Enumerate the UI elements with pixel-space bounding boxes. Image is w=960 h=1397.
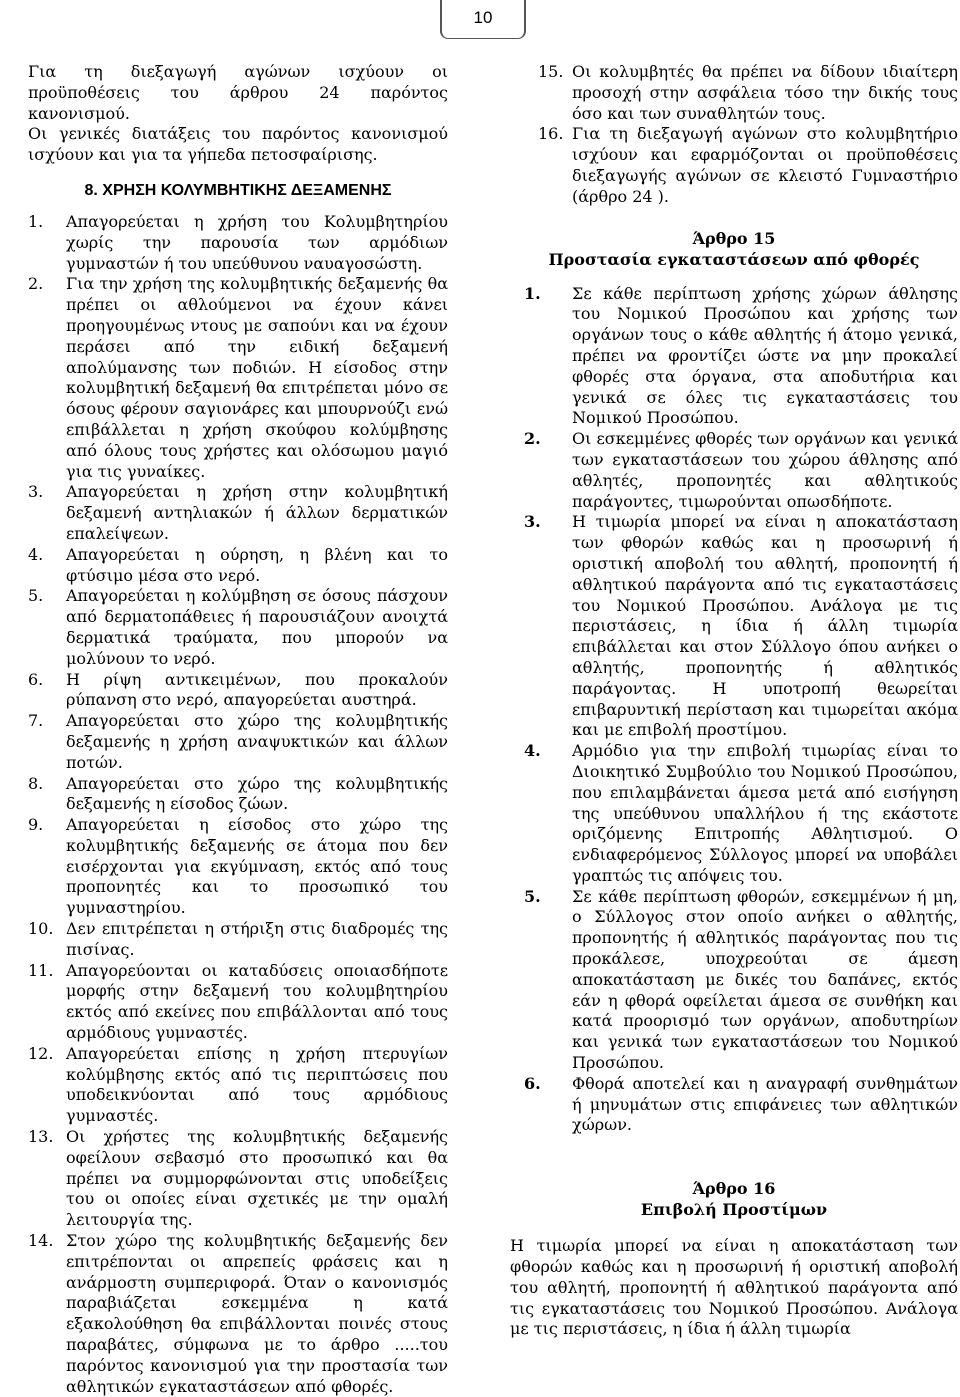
item-text: Στον χώρο της κολυμβητικής δεξαμενής δεν επιτρέπονται οι απρεπείς φράσεις και η ανάρμοστη συμπεριφορά. Όταν ο κανονισμός παραβιάζεται εσκεμμένα η κατά εξακολούθηση θα επιβάλλονται ποινές στους παραβάτες, σύμφωνα με το άρθρο .....του παρόντος κανονισμού για την προστασία των αθλητικών εγκαταστάσεων από φθορές.: [66, 1231, 448, 1396]
article-15-list: [510, 284, 958, 1137]
item-text: Απαγορεύεται η κολύμβηση σε όσους πάσχουν από δερματοπάθειες ή παρουσιάζουν ανοιχτά δερματικά τραύματα, που μπορούν να μολύνουν το νερό.: [66, 586, 448, 668]
article-15-heading: [510, 228, 958, 270]
article-16-paragraph: Η τιμωρία μπορεί να είναι η αποκατάσταση των φθορών καθώς και η προσωρινή ή οριστική αποβολή του αθλητή, προπονητή ή αθλητικού παράγοντα από τις εγκαταστάσεις του Νομικού Προσώπου. Ανάλογα με τις περιστάσεις, η ίδια ή άλλη τιμωρία: [510, 1236, 958, 1339]
item-number: 3.: [524, 512, 541, 532]
item-number: 14.: [28, 1231, 54, 1251]
article-title: Άρθρο 16: [692, 1179, 776, 1199]
item-text: Σε κάθε περίπτωση φθορών, εσκεμμένων ή μη, ο Σύλλογος στον οποίο ανήκει ο αθλητής, προπονητής ή αθλητικός παράγοντας που τις προκάλεσε, υποχρεούται σε άμεση αποκατάσταση με δικές του δαπάνες, εκτός εάν η φθορά οφείλεται άμεσα σε συνθήκη και κατά προορισμό των οργάνων, αποδυτηρίων και γενικά των εγκαταστάσεων του Νομικού Προσώπου.: [572, 886, 958, 1073]
item-text: Οι χρήστες της κολυμβητικής δεξαμενής οφείλουν σεβασμό στο προσωπικό και θα πρέπει να συμμορφώνονται στις υποδείξεις του οι οποίες είναι σχετικές με την ομαλή λειτουργία της.: [66, 1127, 448, 1230]
list-item: [28, 586, 448, 669]
right-column: [510, 62, 958, 1340]
item-text: Απαγορεύεται η ούρηση, η βλένη και το φτύσιμο μέσα στο νερό.: [66, 544, 448, 585]
item-number: 4.: [28, 544, 44, 564]
article-16-heading: [510, 1178, 958, 1220]
item-number: 16.: [538, 124, 564, 144]
list-item: [510, 284, 958, 430]
list-item: [28, 961, 448, 1044]
pool-rules-list-continued: [510, 62, 958, 208]
item-text: Απαγορεύεται στο χώρο της κολυμβητικής δεξαμενής η χρήση αναψυκτικών και άλλων ποτών.: [66, 711, 448, 772]
item-text: Η ρίψη αντικειμένων, που προκαλούν ρύπανση στο νερό, απαγορεύεται αυστηρά.: [66, 669, 448, 710]
item-number: 13.: [28, 1127, 54, 1147]
list-item: [28, 1044, 448, 1127]
list-item: [510, 1074, 958, 1136]
item-number: 9.: [28, 815, 44, 835]
list-item: [510, 62, 958, 124]
item-number: 15.: [538, 62, 564, 81]
item-number: 1.: [524, 283, 541, 303]
item-number: 5.: [524, 886, 541, 906]
list-item: [28, 711, 448, 773]
list-item: [28, 1231, 448, 1397]
item-text: Αρμόδιο για την επιβολή τιμωρίας είναι το Διοικητικό Συμβούλιο του Νομικού Προσώπου, που επιλαμβάνεται άμεσα μετά από εισήγηση της υπεύθυνου υπαλλήλου ή της εκάστοτε οριζόμενης Επιτροπής Αθλητισμού. Ο ενδιαφερόμενος Σύλλογος μπορεί να υποβάλει γραπτώς τις απόψεις του.: [572, 741, 958, 885]
item-text: Σε κάθε περίπτωση χρήσης χώρων άθλησης του Νομικού Προσώπου και χρήσης των οργάνων τους ο κάθε αθλητής ή άτομο γενικά, πρέπει να φροντίζει ώστε να μην προκαλεί φθορές στα όργανα, στα αποδυτήρια και γενικά σε όλες τις εγκαταστάσεις του Νομικού Προσώπου.: [572, 283, 958, 428]
item-text: Οι κολυμβητές θα πρέπει να δίδουν ιδιαίτερη προσοχή στην ασφάλεια τόσο την δικής τους όσο και των συναθλητών τους.: [572, 62, 958, 123]
intro: [28, 62, 448, 166]
list-item: [28, 774, 448, 816]
intro-paragraph: Οι γενικές διατάξεις του παρόντος κανονισμού ισχύουν και για τα γήπεδα πετοσφαίρισης.: [28, 124, 448, 165]
item-number: 1.: [28, 211, 44, 231]
item-text: Απαγορεύεται η χρήση στην κολυμβητική δεξαμενή αντηλιακών ή άλλων δερματικών επαλείψεων.: [66, 482, 448, 543]
list-item: [510, 741, 958, 887]
item-text: Απαγορεύεται επίσης η χρήση πτερυγίων κολύμβησης εκτός από τις περιπτώσεις που υποδεικνύονται από τους αρμόδιους γυμναστές.: [66, 1043, 448, 1126]
item-text: Για την χρήση της κολυμβητικής δεξαμενής θα πρέπει οι αθλούμενοι να έχουν κάνει προηγουμένως ντους με σαπούνι και να έχουν περάσει από την ειδική δεξαμενή απολύμανσης των ποδιών. Η είσοδος στην κολυμβητική δεξαμενή θα επιτρέπεται μόνο σε όσους φέρουν σαγιονάρες και μπουρνούζι ενώ επιβάλλεται η χρήση σκούφου κολύμβησης από όλους τους χρήστες και ολόσωμου μαγιό για τις γυναίκες.: [66, 274, 448, 481]
item-text: Απαγορεύεται η είσοδος στο χώρο της κολυμβητικής δεξαμενής σε άτομα που δεν εισέρχονται για εκγύμναση, εκτός από τους προπονητές και το προσωπικό του γυμναστηρίου.: [66, 815, 448, 918]
item-text: Απαγορεύεται η χρήση του Κολυμβητηρίου χωρίς την παρουσία των αρμόδιων γυμναστών ή του υπεύθυνου ναυαγοσώστη.: [66, 211, 448, 273]
item-number: 5.: [28, 586, 44, 606]
list-item: [510, 124, 958, 207]
item-number: 4.: [524, 741, 541, 761]
article-subtitle: Προστασία εγκαταστάσεων από φθορές: [548, 249, 920, 269]
page-number: 10: [440, 0, 526, 39]
item-text: Οι εσκεμμένες φθορές των οργάνων και γενικά των εγκαταστάσεων του χώρου άθλησης από αθλητές, προπονητές και αθλητικούς παράγοντες, τιμωρούνται οπωσδήποτε.: [572, 429, 958, 511]
item-number: 2.: [28, 274, 44, 294]
item-number: 6.: [524, 1073, 541, 1093]
item-number: 11.: [28, 960, 54, 980]
article-title: Άρθρο 15: [692, 228, 776, 248]
item-number: 10.: [28, 919, 54, 939]
list-item: [510, 887, 958, 1074]
list-item: [28, 1127, 448, 1231]
item-text: Δεν επιτρέπεται η στήριξη στις διαδρομές της πισίνας.: [66, 919, 448, 959]
item-text: Φθορά αποτελεί και η αναγραφή συνθημάτων ή μηνυμάτων στις επιφάνειες των αθλητικών χώρων.: [572, 1073, 958, 1135]
item-text: Απαγορεύεται στο χώρο της κολυμβητικής δεξαμενής η είσοδος ζώων.: [66, 773, 448, 814]
item-text: Απαγορεύονται οι καταδύσεις οποιασδήποτε μορφής στην δεξαμενή του κολυμβητηρίου εκτός από εκείνες που επιβάλλονται από τους αρμόδιους γυμναστές.: [66, 960, 448, 1043]
left-column: [28, 62, 448, 1397]
item-number: 6.: [28, 669, 44, 689]
list-item: [28, 274, 448, 482]
item-text: Για τη διεξαγωγή αγώνων στο κολυμβητήριο ισχύουν και εφαρμόζονται οι προϋποθέσεις διεξαγωγής αγώνων σε κλειστό Γυμναστήριο (άρθρο 24 ).: [572, 124, 958, 206]
list-item: [510, 429, 958, 512]
list-item: [28, 545, 448, 587]
item-text: Η τιμωρία μπορεί να είναι η αποκατάσταση των φθορών καθώς και η προσωρινή ή οριστική αποβολή του αθλητή, προπονητή ή αθλητικού παράγοντα από τις εγκαταστάσεις του Νομικού Προσώπου. Ανάλογα με τις περιστάσεις, η ίδια ή άλλη τιμωρία επιβάλλεται και στον Σύλλογο όπου ανήκει ο αθλητής, προπονητής ή αθλητικός παράγοντας. Η υποτροπή θεωρείται επιβαρυντική περίσταση και τιμωρείται ακόμα και με επιβολή προστίμου.: [572, 512, 958, 740]
item-number: 12.: [28, 1043, 54, 1063]
list-item: [28, 815, 448, 919]
item-number: 3.: [28, 482, 44, 502]
list-item: [28, 670, 448, 712]
item-number: 7.: [28, 711, 44, 731]
item-number: 8.: [28, 773, 44, 793]
list-item: [28, 212, 448, 274]
list-item: [28, 919, 448, 961]
list-item: [510, 512, 958, 741]
item-number: 2.: [524, 429, 541, 449]
section-title: 8. ΧΡΗΣΗ ΚΟΛΥΜΒΗΤΙΚΗΣ ΔΕΞΑΜΕΝΗΣ: [84, 181, 392, 199]
article-subtitle: Επιβολή Προστίμων: [640, 1200, 828, 1220]
list-item: [28, 482, 448, 544]
pool-rules-list: [28, 212, 448, 1397]
intro-paragraph: Για τη διεξαγωγή αγώνων ισχύουν οι προϋποθέσεις του άρθρου 24 παρόντος κανονισμού.: [28, 62, 448, 123]
